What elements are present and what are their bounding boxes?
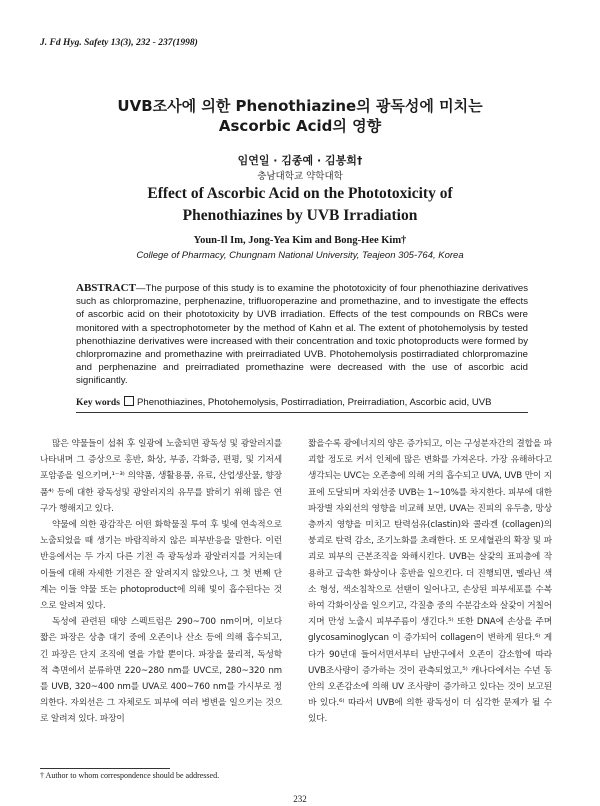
body-paragraph: 짧을수록 광에너지의 양은 증가되고, 이는 구성분자간의 결합을 파괴할 정도로 커서 인체에 많은 변화를 가져온다. 가장 유해하다고 생각되는 UVC는 오존층에 의해 거의 흡수되고 UVA, UVB 만이 지표에 도달되며 자외선중 UVB는 1~10%를 차지한다. 피부에 대한 파장별 자외선의 영향을 비교해 보면, UVA는 진피의 유두층, 망상층까지 영향을 미치고 탄력섬유(clastin)와 콜라겐 (collagen)의 붕괴로 탄력 감소, 조기노화를 초래한다. 또 모세혈관의 확장 및 파괴로 피부의 근본조직을 와해시킨다. UVB는 살갗의 표피층에 작용하고 급속한 화상이나 홍반을 일으킨다. 더 진행되면, 멜라닌 색소 형성, 색소침착으로 선탠이 일어나고, 손상된 피부세포를 수복하여 각화이상을 일으키고, 각질층 중의 수분감소와 살갗이 거칠어지며 만성 노출시 피부주름이 생긴다.⁵⁾ 또한 DNA에 손상을 주며 glycosaminoglycan 이 증가되어 collagen이 변하게 된다.⁶⁾ 게다가 90년대 들어서면서부터 남반구에서 오존이 감소함에 따라 UVB조사량이 증가하는 것이 관측되었고,⁵⁾ 캐나다에서는 수년 동안의 오존감소에 의해 UV 조사량이 증가하고 있다는 것이 보고된 바 있다.⁶⁾ 따라서 UVB에 의한 광독성이 더 심각한 문제가 될 수 있다. [308, 439, 552, 725]
korean-affiliation: 충남대학교 약학대학 [257, 171, 343, 182]
abstract-text: The purpose of this study is to examine the phototoxicity of four phenothiazine derivatives such as chlorpromazine, perphenazine, trifluoroperazine and promethazine, and to investigate the effects of ascorbic acid on their phototoxicity by UVB irradiation. Effects of the test compounds on RBCs were monitored with a spectrophotometer by the method of Kahn et al. The extent of photohemolysis by tested phenothiazine derivatives were increased with their concentration and toxic photoproducts were formed by chlorpromazine and promethazine with preirradiated UVB. Photohemolysis postirradiated chlorpromazine and perphenazine and preirradiated promethazine were decreased with the use of ascorbic acid significantly. [76, 283, 528, 387]
page-number: 232 [293, 794, 307, 804]
keywords-box-icon [124, 396, 134, 406]
footnote: † Author to whom correspondence should be addressed. [40, 771, 220, 780]
body-paragraph: 독성에 관련된 태양 스펙트럼은 290~700 nm이며, 이보다 짧은 파장은 상층 대기 중에 오존이나 산소 등에 의해 흡수되고, 긴 파장은 단지 조직에 열을 가할 뿐이다. 파장을 물리적, 독성학적 측면에서 분류하면 220~280 nm를 UVC로, 280~320 nm를 UVB, 320~400 nm를 UVA로 400~760 nm를 가시부로 정의한다. 자외선은 그 자체로도 피부에 여러 병변을 일으키는 것으로 알려져 있다. 파장이 [40, 617, 282, 725]
keywords-label: Key words [76, 397, 120, 408]
keywords [76, 396, 546, 408]
body-left-column [40, 436, 282, 728]
korean-title-line-2: Ascorbic Acid의 영향 [218, 117, 382, 135]
english-authors: Youn-Il Im, Jong-Yea Kim and Bong-Hee Kim† [193, 235, 407, 246]
korean-title [0, 96, 600, 136]
keywords-divider [76, 412, 528, 413]
footnote-divider [40, 768, 170, 769]
english-title-line-1: Effect of Ascorbic Acid on the Phototoxicity of [147, 185, 453, 202]
abstract-dash: — [135, 283, 146, 294]
english-title [0, 183, 600, 227]
english-title-line-2: Phenothiazines by UVB Irradiation [182, 207, 418, 224]
body-right-column [308, 436, 552, 728]
abstract [76, 282, 528, 388]
korean-title-line-1: UVB조사에 의한 Phenothiazine의 광독성에 미치는 [117, 97, 483, 115]
abstract-label: ABSTRACT [76, 282, 136, 294]
english-affiliation: College of Pharmacy, Chungnam National University, Teajeon 305-764, Korea [136, 250, 464, 261]
keywords-text: Phenothiazines, Photohemolysis, Postirradiation, Preirradiation, Ascorbic acid, UVB [136, 397, 492, 408]
journal-citation: J. Fd Hyg. Safety 13(3), 232 - 237(1998) [40, 38, 198, 48]
body-paragraph: 약물에 의한 광감작은 어떤 화학물질 투여 후 빛에 연속적으로 노출되었을 때 생기는 바람직하지 않은 피부반응을 말한다. 이런 반응에서는 두 가지 다른 기전 즉 광독성과 광알러지를 거치는데 이들에 대해 자세한 기전은 잘 알려지지 않았으나, 그 첫 번째 단계는 이들 약물 또는 photoproduct에 의해 빛이 흡수된다는 것으로 알려져 있다. [40, 520, 282, 612]
body-paragraph: 많은 약물들이 섭취 후 일광에 노출되면 광독성 및 광알러지를 나타내며 그 증상으로 홍반, 화상, 부종, 각화증, 편평, 및 기저세포암종을 일으키며,¹⁻³⁾ 의약품, 생활용품, 유료, 산업생산물, 향장품⁴⁾ 등에 대한 광독성및 광알러지의 유무를 밝히기 위해 많은 연구가 행해지고 있다. [40, 439, 282, 514]
korean-authors: 임연일 · 김종예 · 김봉희† [237, 154, 363, 167]
